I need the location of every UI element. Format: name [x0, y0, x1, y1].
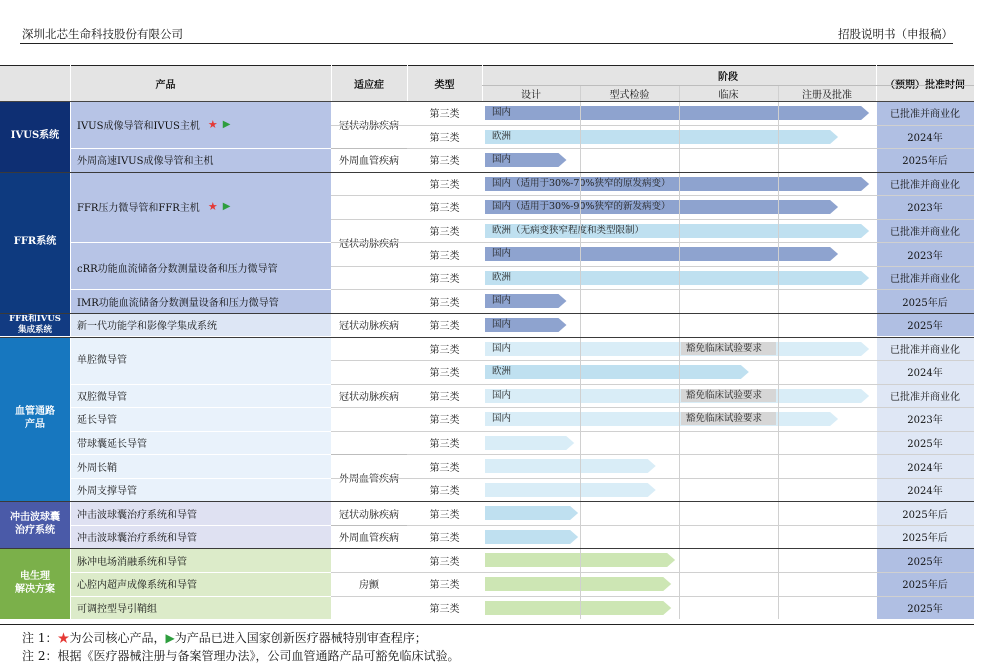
bottom-rule	[0, 624, 974, 625]
progress-arrow-shape	[485, 130, 838, 144]
grid-line	[331, 242, 974, 243]
progress-label: 国内	[492, 389, 512, 401]
indication: 外周血管疾病	[331, 525, 407, 549]
col-header-indication: 适应症	[331, 65, 407, 101]
group-label-line: 血管通路	[15, 406, 55, 418]
product-name-text: 单腔微导管	[77, 354, 127, 366]
approval-time-cell: 已批准并商业化	[876, 172, 974, 196]
approval-time-cell: 2025年	[876, 313, 974, 337]
indication: 冠状动脉疾病	[331, 313, 407, 337]
grid-line	[0, 172, 974, 173]
grid-line	[0, 548, 974, 549]
grid-line	[331, 360, 974, 361]
category-cell: 第三类	[407, 148, 482, 172]
header-company: 深圳北芯生命科技股份有限公司	[22, 27, 183, 41]
approval-time-cell: 2025年	[876, 431, 974, 455]
red-star-icon: ★	[57, 631, 70, 645]
indication: 外周血管疾病	[331, 148, 407, 172]
group-label-line: 冲击波球囊	[10, 512, 60, 524]
group-label-line: IVUS系统	[10, 130, 60, 142]
progress-arrow-shape	[485, 365, 749, 379]
indication: 外周血管疾病	[331, 454, 407, 501]
progress-label: 欧洲	[492, 271, 512, 283]
category-cell: 第三类	[407, 219, 482, 243]
group-label-line: 解决方案	[15, 583, 55, 595]
progress-label: 国内	[492, 107, 512, 118]
progress-label: 国内（适用于30%-90%狭窄的新发病变）	[492, 201, 671, 213]
grid-line	[331, 454, 974, 455]
category-cell: 第三类	[407, 407, 482, 431]
category-cell: 第三类	[407, 195, 482, 219]
group-label	[0, 548, 70, 619]
product-name	[70, 407, 331, 431]
grid-line	[0, 313, 974, 314]
progress-arrow-shape	[485, 530, 578, 544]
progress-label: 国内	[492, 154, 512, 166]
core-product-star-icon: ★	[207, 118, 218, 132]
indication: 冠状动脉疾病	[331, 501, 407, 525]
special-review-flag-icon: ▶	[222, 201, 231, 213]
progress-label: 欧洲（无病变狭窄程度和类型限制）	[492, 224, 645, 236]
category-cell: 第三类	[407, 478, 482, 502]
grid-line	[331, 407, 974, 408]
progress-arrow-shape	[485, 106, 869, 120]
indication: 冠状动脉疾病	[331, 337, 407, 455]
green-flag-icon: ▶	[165, 631, 175, 645]
grid-line	[482, 85, 974, 86]
product-name-text: 脉冲电场消融系统和导管	[77, 556, 187, 568]
progress-arrow	[485, 130, 840, 144]
product-name	[70, 501, 331, 525]
grid-line	[331, 478, 974, 479]
progress-label: 欧洲	[492, 366, 512, 378]
grid-line	[70, 478, 331, 479]
col-header-stage: 阶段	[482, 65, 974, 85]
approval-time-cell: 2025年后	[876, 148, 974, 172]
indication: 房颤	[331, 548, 407, 619]
progress-arrow	[485, 436, 576, 450]
category-cell: 第三类	[407, 125, 482, 149]
approval-time-cell: 2023年	[876, 407, 974, 431]
product-name-text: 外周长鞘	[77, 462, 117, 474]
category-cell: 第三类	[407, 501, 482, 525]
grid-line	[331, 384, 974, 385]
approval-time-cell: 已批准并商业化	[876, 219, 974, 243]
group-label-line: FFR和IVUS	[9, 314, 61, 325]
approval-time-cell: 已批准并商业化	[876, 384, 974, 408]
grid-line	[70, 572, 331, 573]
product-name-text: 外周支撑导管	[77, 486, 137, 498]
product-name-text: 心腔内超声成像系统和导管	[77, 580, 197, 592]
progress-arrow-shape	[485, 247, 838, 261]
approval-time-cell: 2023年	[876, 242, 974, 266]
product-name	[70, 431, 331, 455]
category-cell: 第三类	[407, 384, 482, 408]
category-cell: 第三类	[407, 360, 482, 384]
approval-time-cell: 2024年	[876, 478, 974, 502]
progress-arrow	[485, 530, 580, 544]
progress-label: 国内（适用于30%-70%狭窄的原发病变）	[492, 177, 671, 189]
progress-arrow-shape	[485, 436, 574, 450]
product-name	[70, 101, 331, 148]
product-name	[70, 454, 331, 478]
grid-line	[331, 125, 974, 126]
progress-arrow	[485, 483, 658, 497]
product-name	[70, 572, 331, 596]
grid-line	[331, 596, 974, 597]
category-cell: 第三类	[407, 596, 482, 620]
progress-arrow	[485, 506, 580, 520]
stage-header-2: 临床	[679, 85, 778, 101]
indication: 冠状动脉疾病	[331, 172, 407, 313]
grid-line	[331, 289, 974, 290]
header-rule	[20, 43, 953, 44]
stage-header-3: 注册及批准	[778, 85, 876, 101]
clinical-exemption-badge: 豁免临床试验要求	[681, 389, 776, 402]
approval-time-cell: 2025年后	[876, 501, 974, 525]
progress-arrow-shape	[485, 601, 671, 615]
product-name-text: cRR功能血流储备分数测量设备和压力微导管	[77, 264, 278, 276]
progress-label: 国内	[492, 342, 512, 354]
group-label-line: 集成系统	[17, 324, 52, 335]
progress-label: 国内	[492, 318, 512, 330]
product-name	[70, 242, 331, 289]
stage-header-0: 设计	[482, 85, 580, 101]
progress-arrow	[485, 365, 751, 379]
approval-time-cell: 2024年	[876, 454, 974, 478]
grid-line	[331, 148, 407, 149]
stage-header-1: 型式检验	[580, 85, 679, 101]
progress-arrow-shape	[485, 459, 656, 473]
progress-arrow-shape	[485, 577, 671, 591]
group-label	[0, 172, 70, 313]
group-label	[0, 501, 70, 548]
approval-time-cell: 2024年	[876, 360, 974, 384]
grid-line	[0, 101, 974, 102]
progress-arrow-shape	[485, 342, 869, 356]
col-header-category: 类型	[407, 65, 482, 101]
progress-arrow	[485, 247, 840, 261]
approval-time-cell: 已批准并商业化	[876, 266, 974, 290]
progress-arrow	[485, 459, 658, 473]
grid-line	[70, 431, 331, 432]
grid-line	[70, 525, 331, 526]
note-1: 注 1：★为公司核心产品，▶为产品已进入国家创新医疗器械特别审查程序；	[22, 631, 427, 645]
grid-line	[70, 596, 331, 597]
progress-label: 国内	[492, 248, 512, 260]
progress-arrow	[485, 553, 677, 567]
grid-line	[70, 454, 331, 455]
progress-label: 欧洲	[492, 130, 512, 142]
group-label-line: 电生理	[20, 571, 50, 583]
product-name-text: 带球囊延长导管	[77, 438, 147, 450]
approval-time-cell: 已批准并商业化	[876, 101, 974, 125]
product-name	[70, 525, 331, 549]
category-cell: 第三类	[407, 337, 482, 361]
header-doc-title: 招股说明书（申报稿）	[838, 27, 953, 41]
category-cell: 第三类	[407, 454, 482, 478]
grid-line	[331, 572, 974, 573]
category-cell: 第三类	[407, 266, 482, 290]
category-cell: 第三类	[407, 101, 482, 125]
product-name	[70, 384, 331, 408]
progress-arrow-shape	[485, 271, 869, 285]
category-cell: 第三类	[407, 431, 482, 455]
product-name	[70, 478, 331, 502]
approval-time-cell: 2025年后	[876, 525, 974, 549]
approval-time-cell: 2025年后	[876, 572, 974, 596]
grid-line	[331, 195, 974, 196]
note-2: 注 2：根据《医疗器械注册与备案管理办法》，公司血管通路产品可豁免临床试验。	[22, 649, 460, 663]
product-pipeline-table	[0, 65, 974, 624]
group-label-line: 治疗系统	[15, 524, 55, 536]
category-cell: 第三类	[407, 548, 482, 572]
group-label	[0, 313, 70, 337]
approval-time-cell: 已批准并商业化	[876, 337, 974, 361]
progress-arrow-shape	[485, 412, 838, 426]
product-name-text: 新一代功能学和影像学集成系统	[77, 321, 217, 333]
grid-line	[778, 85, 779, 619]
product-name	[70, 148, 331, 172]
product-name	[70, 596, 331, 620]
grid-line	[70, 407, 331, 408]
category-cell: 第三类	[407, 289, 482, 313]
product-name-text: 双腔微导管	[77, 391, 127, 403]
grid-line	[331, 266, 974, 267]
product-name-text: IVUS成像导管和IVUS主机	[77, 121, 200, 133]
product-name	[70, 172, 331, 243]
approval-time-cell: 2024年	[876, 125, 974, 149]
group-label	[0, 337, 70, 502]
grid-line	[0, 501, 974, 502]
grid-line	[70, 384, 331, 385]
grid-line	[331, 219, 974, 220]
approval-time-cell: 2025年	[876, 548, 974, 572]
grid-line	[70, 148, 331, 149]
clinical-exemption-badge: 豁免临床试验要求	[681, 342, 776, 355]
category-cell: 第三类	[407, 242, 482, 266]
product-name	[70, 289, 331, 313]
grid-line	[331, 454, 407, 455]
category-cell: 第三类	[407, 572, 482, 596]
approval-time-cell: 2025年后	[876, 289, 974, 313]
product-name	[70, 548, 331, 572]
progress-arrow-shape	[485, 506, 578, 520]
indication: 冠状动脉疾病	[331, 101, 407, 148]
progress-arrow	[485, 412, 840, 426]
group-label-line: FFR系统	[13, 236, 57, 248]
grid-line	[331, 148, 974, 149]
product-name-text: FFR压力微导管和FFR主机	[77, 203, 200, 215]
col-header-product: 产品	[0, 65, 331, 101]
progress-label: 国内	[492, 295, 512, 307]
grid-line	[331, 525, 974, 526]
product-name-text: IMR功能血流储备分数测量设备和压力微导管	[77, 297, 279, 309]
category-cell: 第三类	[407, 172, 482, 196]
col-header-approval-time: （预期）批准时间	[876, 65, 974, 101]
approval-time-cell: 2023年	[876, 195, 974, 219]
product-name-text: 冲击波球囊治疗系统和导管	[77, 533, 197, 545]
progress-arrow-shape	[485, 483, 656, 497]
progress-arrow-shape	[485, 389, 869, 403]
product-name	[70, 337, 331, 384]
product-name-text: 可调控型导引鞘组	[77, 603, 157, 615]
special-review-flag-icon: ▶	[222, 119, 231, 131]
grid-line	[70, 242, 331, 243]
product-name-text: 外周高速IVUS成像导管和主机	[77, 156, 214, 168]
grid-line	[331, 431, 974, 432]
category-cell: 第三类	[407, 525, 482, 549]
grid-line	[679, 85, 680, 619]
group-label	[0, 101, 70, 172]
grid-line	[331, 525, 407, 526]
group-label-line: 产品	[25, 418, 45, 430]
category-cell: 第三类	[407, 313, 482, 337]
progress-label: 国内	[492, 413, 512, 425]
clinical-exemption-badge: 豁免临床试验要求	[681, 412, 776, 425]
grid-line	[580, 85, 581, 619]
grid-line	[0, 337, 974, 338]
core-product-star-icon: ★	[207, 200, 218, 214]
product-name-text: 冲击波球囊治疗系统和导管	[77, 509, 197, 521]
approval-time-cell: 2025年	[876, 596, 974, 620]
product-name-text: 延长导管	[77, 415, 117, 427]
product-name	[70, 313, 331, 337]
grid-line	[70, 289, 331, 290]
